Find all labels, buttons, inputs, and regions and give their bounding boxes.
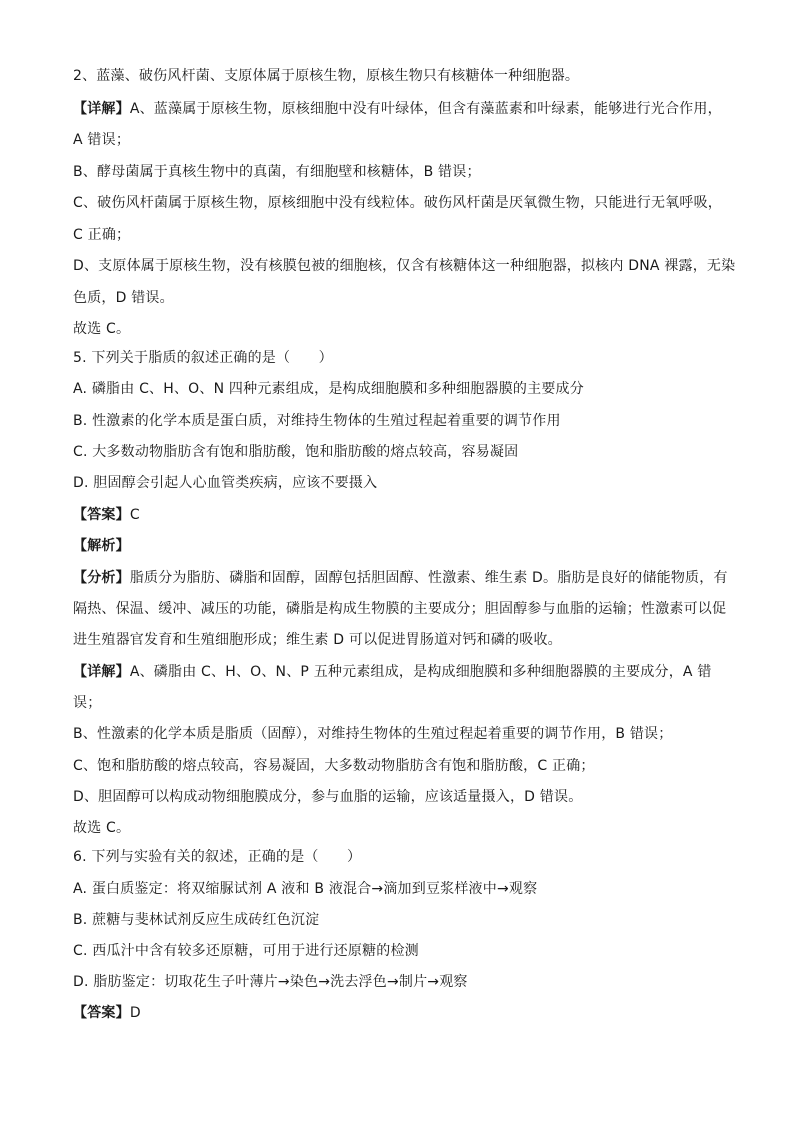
text-line: 故选 C。 [73,820,131,836]
text-line: C 正确； [73,227,131,243]
text-line: 【分析】脂质分为脂肪、磷脂和固醇，固醇包括胆固醇、性激素、维生素 D。脂肪是良好的储能物质，有 [73,570,728,586]
answer-line: 【答案】D [73,1005,141,1021]
section-tag: 【详解】 [73,101,130,117]
text-line: 色质，D 错误。 [73,290,174,306]
text-line: B、酵母菌属于真核生物中的真菌，有细胞壁和核糖体，B 错误； [73,164,481,180]
section-tag: 【答案】 [73,1005,130,1021]
option-c: C. 西瓜汁中含有较多还原糖，可用于进行还原糖的检测 [73,943,419,959]
option-c: C. 大多数动物脂肪含有饱和脂肪酸，饱和脂肪酸的熔点较高，容易凝固 [73,444,519,460]
text-line: 误； [73,695,102,711]
text-line: 2、蓝藻、破伤风杆菌、支原体属于原核生物，原核生物只有核糖体一种细胞器。 [73,68,580,84]
option-a: A. 蛋白质鉴定：将双缩脲试剂 A 液和 B 液混合→滴加到豆浆样液中→观察 [73,881,538,897]
analysis-heading [73,536,733,556]
option-b: B. 蔗糖与斐林试剂反应生成砖红色沉淀 [73,912,320,928]
section-tag: 【详解】 [73,664,130,680]
text-line: D、支原体属于原核生物，没有核膜包被的细胞核，仅含有核糖体这一种细胞器，拟核内 DNA 裸露，无染 [73,258,736,274]
question-stem: 5. 下列关于脂质的叙述正确的是（ ） [73,350,333,366]
text-line: C、破伤风杆菌属于原核生物，原核细胞中没有线粒体。破伤风杆菌是厌氧微生物，只能进行无氧呼吸， [73,195,722,211]
text-line: 进生殖器官发育和生殖细胞形成；维生素 D 可以促进胃肠道对钙和磷的吸收。 [73,632,562,648]
question-stem: 6. 下列与实验有关的叙述，正确的是（ ） [73,849,362,865]
answer-line: 【答案】C [73,507,140,523]
text-line: 【详解】A、磷脂由 C、H、O、N、P 五种元素组成，是构成细胞膜和多种细胞器膜的主要成分，A 错 [73,664,712,680]
section-tag: 【答案】 [73,507,130,523]
text-line: C、饱和脂肪酸的熔点较高，容易凝固，大多数动物脂肪含有饱和脂肪酸，C 正确； [73,758,595,774]
option-b: B. 性激素的化学本质是蛋白质，对维持生物体的生殖过程起着重要的调节作用 [73,413,561,429]
option-d: D. 胆固醇会引起人心血管类疾病，应该不要摄入 [73,475,378,491]
text-line: B、性激素的化学本质是脂质（固醇），对维持生物体的生殖过程起着重要的调节作用，B 错误； [73,726,673,742]
option-d: D. 脂肪鉴定：切取花生子叶薄片→染色→洗去浮色→制片→观察 [73,974,468,990]
section-tag: 【分析】 [73,570,130,586]
text-line: 故选 C。 [73,321,131,337]
option-a: A. 磷脂由 C、H、O、N 四种元素组成，是构成细胞膜和多种细胞器膜的主要成分 [73,381,584,397]
text-line: 隔热、保温、缓冲、减压的功能，磷脂是构成生物膜的主要成分；胆固醇参与血脂的运输；性激素可以促 [73,601,727,617]
text-line: D、胆固醇可以构成动物细胞膜成分，参与血脂的运输，应该适量摄入，D 错误。 [73,789,583,805]
section-tag: 【解析】 [73,538,130,554]
text-line: 【详解】A、蓝藻属于原核生物，原核细胞中没有叶绿体，但含有藻蓝素和叶绿素，能够进行光合作用， [73,101,722,117]
text-line: A 错误； [73,132,131,148]
